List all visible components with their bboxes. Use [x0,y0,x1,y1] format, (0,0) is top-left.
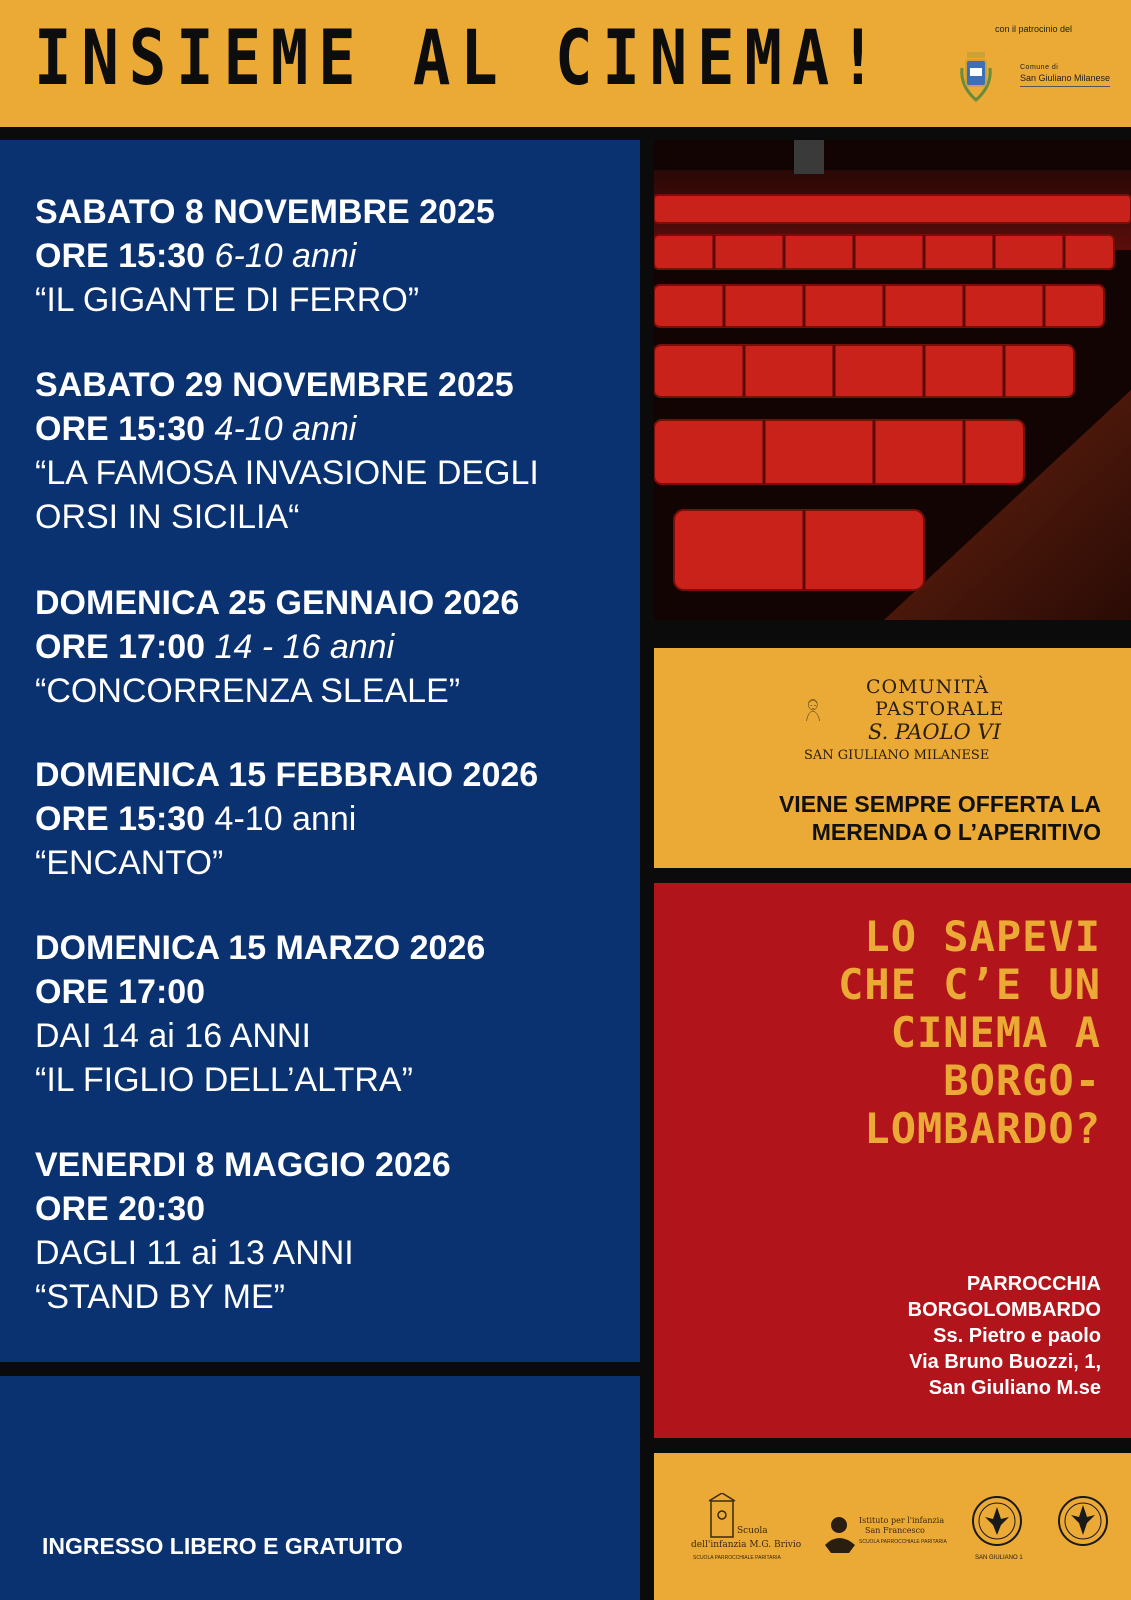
parish-address [908,1271,1101,1401]
event-age: DAGLI 11 ai 13 ANNI [35,1234,354,1272]
comune-name [1020,62,1110,87]
school2-sub: SCUOLA PARROCCHIALE PARITARIA [859,1539,947,1545]
scout-badge-icon [973,1497,1021,1545]
event-6 [35,1143,451,1319]
scout-emblem-icon [1059,1497,1107,1545]
question-line: CINEMA A [890,1008,1101,1057]
scout-label: SAN GIULIANO 1 [975,1555,1023,1561]
event-3 [35,581,519,713]
event-date: DOMENICA 25 GENNAIO 2026 [35,584,520,622]
sponsor-logos-box [654,1453,1131,1600]
child-figure-icon [825,1517,855,1553]
event-film: ORSI IN SICILIA“ [35,498,300,536]
pastoral-line1: COMUNITÀ [866,676,990,698]
event-time: ORE 15:30 [35,237,206,275]
snack-note [779,790,1101,846]
free-entry-note: INGRESSO LIBERO E GRATUITO [42,1533,403,1559]
comune-crest-icon [958,46,994,104]
snack-note-line: VIENE SEMPRE OFFERTA LA [778,791,1101,817]
event-date: DOMENICA 15 MARZO 2026 [35,929,486,967]
address-line: Via Bruno Buozzi, 1, [909,1351,1101,1373]
pastoral-community-box [654,648,1131,868]
event-date: DOMENICA 15 FEBBRAIO 2026 [35,756,539,794]
event-1 [35,190,495,322]
did-you-know-question [838,913,1101,1153]
event-age: DAI 14 ai 16 ANNI [35,1017,311,1055]
event-film: “CONCORRENZA SLEALE” [35,672,461,710]
event-date: SABATO 8 NOVEMBRE 2025 [35,193,495,231]
address-line: San Giuliano M.se [928,1377,1101,1399]
event-film: “STAND BY ME” [35,1278,285,1316]
event-5 [35,926,485,1102]
event-4 [35,753,538,885]
question-line: BORGO- [943,1056,1101,1105]
info-box [654,883,1131,1438]
school1-line2: dell'infanzia M.G. Brivio [691,1540,802,1550]
sponsor-logos [679,1493,1119,1573]
event-film: “IL FIGLIO DELL’ALTRA” [35,1061,413,1099]
school2-line1: Istituto per l'infanzia [859,1516,945,1525]
header-banner [0,0,1131,127]
event-time: ORE 15:30 [35,800,206,838]
pastoral-line2: PASTORALE [875,698,1005,720]
school1-line1: Scuola [737,1526,768,1536]
pastoral-line4: SAN GIULIANO MILANESE [804,748,990,763]
question-line: LOMBARDO? [864,1104,1101,1153]
school1-sub: SCUOLA PARROCCHIALE PARITARIA [693,1555,781,1561]
snack-note-line: MERENDA O L’APERITIVO [811,819,1101,845]
event-time: ORE 17:00 [35,973,206,1011]
cinema-seats-illustration [654,140,1131,620]
event-date: VENERDI 8 MAGGIO 2026 [35,1146,451,1184]
event-film: “ENCANTO” [35,844,224,882]
page-title: INSIEME AL CINEMA! [34,13,887,102]
address-line: BORGOLOMBARDO [907,1299,1101,1321]
pastoral-line3: S. PAOLO VI [868,720,1001,744]
event-age: 4-10 anni [214,410,357,448]
event-age: 14 - 16 anni [214,628,395,666]
school-tower-icon [709,1493,735,1537]
footer-panel [0,1376,640,1600]
event-film: “LA FAMOSA INVASIONE DEGLI [35,454,539,492]
patron-label: con il patrocinio del [995,24,1073,34]
event-age: 6-10 anni [214,237,357,275]
event-time: ORE 15:30 [35,410,206,448]
comune-line1: Comune di [1020,64,1059,71]
question-line: LO SAPEVI [864,912,1101,961]
school2-line2: San Francesco [865,1526,925,1535]
question-line: CHE C’E UN [838,960,1101,1009]
event-time: ORE 17:00 [35,628,206,666]
event-time: ORE 20:30 [35,1190,206,1228]
event-2 [35,363,539,539]
pope-portrait-icon [804,670,864,750]
comune-line2: San Giuliano Milanese [1020,73,1111,83]
cinema-seats-photo [654,140,1131,620]
address-line: Ss. Pietro e paolo [933,1325,1101,1347]
event-film: “IL GIGANTE DI FERRO” [35,281,420,319]
event-age: 4-10 anni [214,800,357,838]
event-date: SABATO 29 NOVEMBRE 2025 [35,366,514,404]
address-line: PARROCCHIA [966,1273,1101,1295]
